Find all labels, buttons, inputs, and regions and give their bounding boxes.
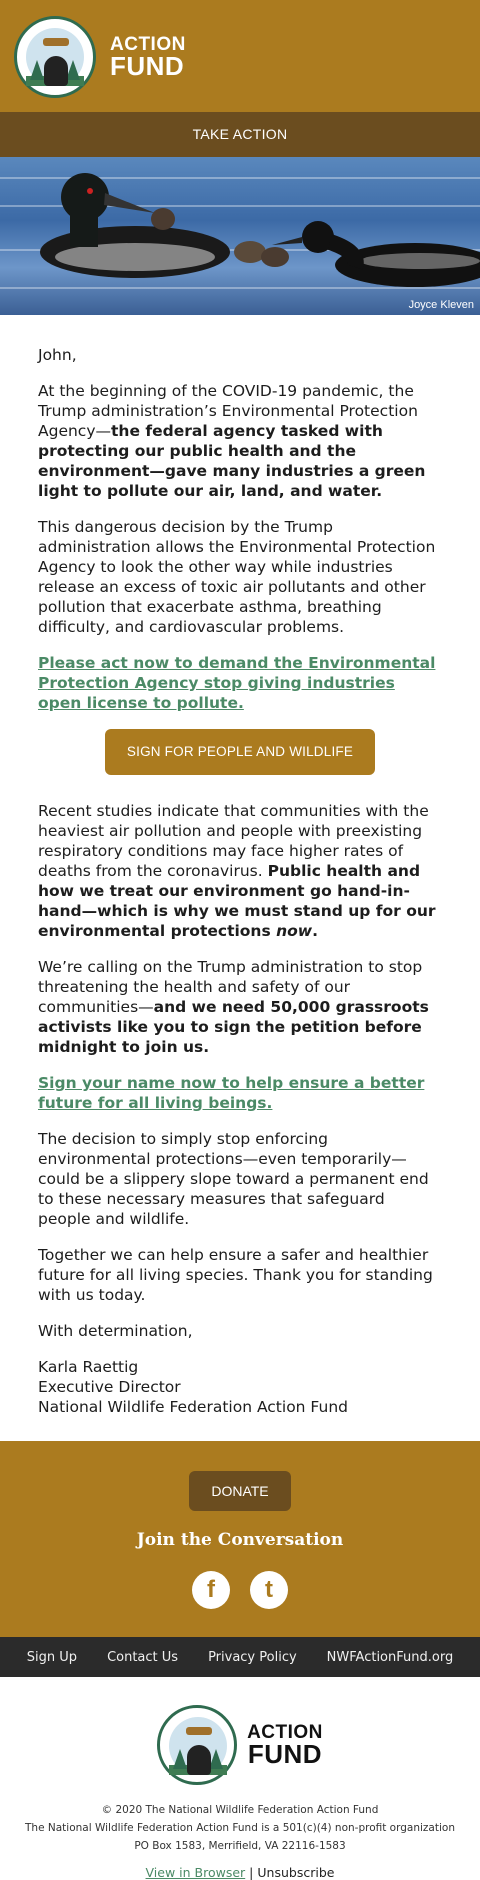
paragraph-5: The decision to simply stop enforcing environmental protections—even temporarily—could be a slippery slope toward a permanent end to these necessary measures that safeguard people and wildlife. (38, 1130, 429, 1228)
p1-bold: the federal agency tasked with protecting our public health and the environment—gave many industries a green light to pollute our air, land, and water. (38, 422, 426, 500)
nwf-seal-logo (157, 1705, 237, 1785)
cta-link-sign-name[interactable]: Sign your name now to help ensure a better future for all living beings. (38, 1074, 425, 1112)
p3-italic: now (276, 922, 313, 940)
loon-illustration (0, 157, 480, 315)
mailing-address: PO Box 1583, Merrifield, VA 22116-1583 (134, 1840, 346, 1852)
nonprofit-note: The National Wildlife Federation Action Fund is a 501(c)(4) non-profit organization (25, 1822, 455, 1834)
logo-line-action: ACTION (110, 33, 186, 55)
hero-image-loons (0, 157, 480, 315)
footer-logo-action: ACTION (247, 1721, 323, 1743)
take-action-bar[interactable]: TAKE ACTION (0, 112, 480, 157)
sign-button-wrap (38, 729, 442, 775)
signature-org: National Wildlife Federation Action Fund (38, 1398, 348, 1416)
p3-text: Recent studies indicate that communities with the heaviest air pollution and people with preexisting respiratory conditions may face higher rates of deaths from the coronavirus. (38, 802, 429, 880)
p3-period: . (312, 922, 318, 940)
photo-credit: Joyce Kleven (408, 299, 474, 311)
nav-privacy-policy[interactable]: Privacy Policy (208, 1649, 297, 1665)
footer-links (0, 1865, 480, 1880)
join-the-conversation-heading: Join the Conversation (136, 1530, 344, 1550)
logo-line-fund: FUND (110, 50, 185, 81)
signature-name: Karla Raettig (38, 1358, 139, 1376)
cta-link-1-wrap (38, 653, 442, 713)
closing: With determination, (38, 1322, 193, 1340)
signature-title: Executive Director (38, 1378, 181, 1396)
footer-logo[interactable] (157, 1705, 323, 1785)
p4-bold: and we need 50,000 grassroots activists like you to sign the petition before midnight to join us. (38, 998, 429, 1056)
nav-sign-up[interactable]: Sign Up (26, 1649, 78, 1665)
donate-button[interactable]: DONATE (189, 1471, 290, 1511)
cta-link-2-wrap (38, 1073, 442, 1113)
paragraph-6: Together we can help ensure a safer and healthier future for all living species. Thank you for standing with us today. (38, 1246, 433, 1304)
view-in-browser-link[interactable]: View in Browser (145, 1865, 246, 1880)
salutation: John, (38, 346, 77, 364)
email-header (0, 0, 480, 112)
sign-for-people-and-wildlife-button[interactable]: SIGN FOR PEOPLE AND WILDLIFE (105, 729, 375, 775)
footer-logo-fund: FUND (247, 1738, 323, 1769)
nwf-action-fund-logo[interactable] (14, 16, 186, 98)
copyright: © 2020 The National Wildlife Federation Action Fund (101, 1804, 379, 1816)
nav-contact-us[interactable]: Contact Us (107, 1649, 179, 1665)
signature (38, 1357, 442, 1417)
logo-wordmark (110, 33, 186, 81)
unsubscribe-link[interactable]: Unsubscribe (257, 1865, 335, 1880)
p3-bold-text: Public health and how we treat our environment go hand-in-hand—which is why we must stand up for our environmental protections (38, 862, 436, 940)
footer-logo-wordmark (247, 1721, 323, 1769)
legal-text (0, 1801, 480, 1855)
nav-nwfactionfund-org[interactable]: NWFActionFund.org (326, 1649, 454, 1665)
link-separator: | (245, 1865, 258, 1880)
paragraph-4 (38, 957, 442, 1057)
p1-text: At the beginning of the COVID-19 pandemic, the Trump administration’s Environmental Protection Agency— (38, 382, 418, 440)
footer-legal (0, 1677, 480, 1880)
footer-cta (0, 1441, 480, 1637)
email-body (0, 315, 480, 1417)
nwf-seal-logo (14, 16, 96, 98)
paragraph-2: This dangerous decision by the Trump administration allows the Environmental Protection Agency to look the other way while industries release an excess of toxic air pollutants and other pollution that exacerbate asthma, breathing difficulty, and cardiovascular problems. (38, 518, 436, 636)
p4-text: We’re calling on the Trump administration to stop threatening the health and safety of our communities— (38, 958, 423, 1016)
cta-link-act-now[interactable]: Please act now to demand the Environmental Protection Agency stop giving industries open license to pollute. (38, 654, 436, 712)
paragraph-1 (38, 381, 442, 501)
footer-nav (0, 1637, 480, 1677)
facebook-icon[interactable]: f (192, 1571, 230, 1609)
social-links (0, 1571, 480, 1609)
twitter-icon[interactable]: t (250, 1571, 288, 1609)
paragraph-3 (38, 801, 442, 941)
